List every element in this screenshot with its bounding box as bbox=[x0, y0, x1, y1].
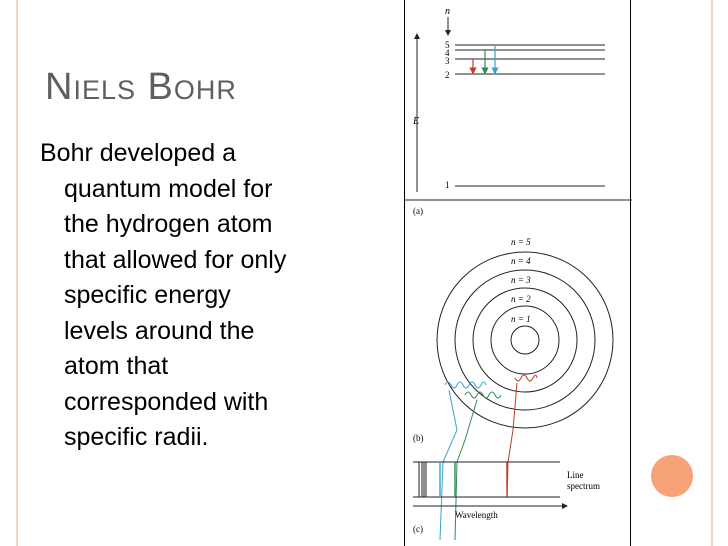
body-line: specific energy bbox=[64, 281, 231, 309]
level-label-4: 4 bbox=[445, 48, 450, 58]
body-text bbox=[40, 136, 370, 456]
orbit-label-n5: n = 5 bbox=[511, 237, 531, 247]
wavelength-axis-label: Wavelength bbox=[455, 510, 498, 520]
spectrum-label-spectrum: spectrum bbox=[567, 481, 600, 491]
decorative-accent-circle bbox=[651, 455, 693, 497]
body-line: atom that bbox=[64, 352, 169, 380]
body-line: quantum model for bbox=[64, 174, 273, 203]
panel-b-caption: (b) bbox=[413, 433, 424, 443]
panel-a-caption: (a) bbox=[413, 206, 423, 216]
level-label-1: 1 bbox=[445, 180, 450, 190]
orbit-n4 bbox=[455, 270, 595, 410]
bohr-diagram-svg bbox=[405, 0, 632, 546]
level-label-5: 5 bbox=[445, 40, 450, 50]
orbit-label-n1: n = 1 bbox=[511, 314, 531, 324]
level-label-3: 3 bbox=[445, 56, 450, 66]
body-line: specific radii. bbox=[64, 423, 209, 451]
orbit-label-n4: n = 4 bbox=[511, 256, 531, 266]
body-line: Bohr developed a bbox=[40, 139, 236, 167]
orbit-label-n2: n = 2 bbox=[511, 294, 531, 304]
panel-c-caption: (c) bbox=[413, 524, 423, 534]
slide-title: Niels Bohr bbox=[45, 66, 237, 108]
orbit-n1 bbox=[511, 326, 539, 354]
photon-green bbox=[465, 392, 501, 398]
ray-red bbox=[507, 383, 517, 498]
spectrum-label-line: Line bbox=[567, 470, 584, 480]
orbit-label-n3: n = 3 bbox=[511, 275, 531, 285]
panel-b-orbits bbox=[413, 236, 613, 540]
body-line: that allowed for only bbox=[64, 245, 287, 274]
panel-a-energy-levels bbox=[405, 6, 632, 216]
bohr-figure bbox=[404, 0, 631, 546]
energy-axis-label: E bbox=[413, 116, 420, 127]
body-line: levels around the bbox=[64, 316, 255, 345]
level-label-2: 2 bbox=[445, 70, 450, 80]
photon-red bbox=[515, 375, 537, 381]
body-line: corresponded with bbox=[64, 387, 269, 416]
body-line: the hydrogen atom bbox=[64, 210, 273, 238]
n-label: n bbox=[445, 6, 450, 17]
